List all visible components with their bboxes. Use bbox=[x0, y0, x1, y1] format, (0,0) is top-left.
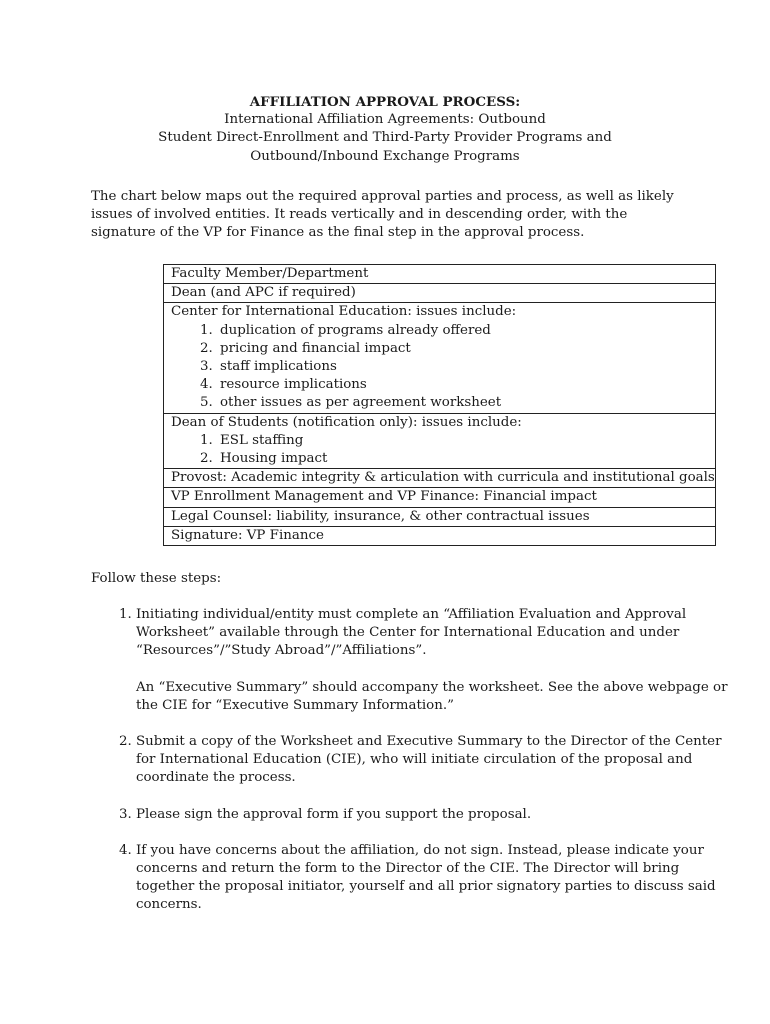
list-item: 4. resource implications bbox=[217, 376, 715, 394]
subtitle-line-1: International Affiliation Agreements: Outbound bbox=[224, 112, 546, 128]
chart-row bbox=[164, 507, 716, 526]
cie-issues-list bbox=[171, 322, 715, 413]
chart-row-dean-of-students bbox=[164, 413, 716, 469]
chart-row-vp-enrollment: VP Enrollment Management and VP Finance: Financial impact bbox=[164, 488, 716, 507]
step-item bbox=[136, 733, 736, 788]
chart-row-dean: Dean (and APC if required) bbox=[164, 284, 716, 303]
step-item bbox=[136, 606, 736, 715]
chart-row bbox=[164, 469, 716, 488]
approval-chart bbox=[163, 264, 716, 546]
list-item: 5. other issues as per agreement worksheet bbox=[217, 394, 715, 412]
list-item: 1. ESL staffing bbox=[217, 432, 715, 450]
list-item: 2. Housing impact bbox=[217, 450, 715, 468]
chart-row bbox=[164, 265, 716, 284]
step-subtext: An “Executive Summary” should accompany the worksheet. See the above webpage or the CIE for “Executive Summary Information.” bbox=[136, 679, 728, 713]
chart-row bbox=[164, 488, 716, 507]
dos-heading: Dean of Students (notification only): issues include: bbox=[171, 414, 522, 430]
document-header bbox=[0, 93, 770, 166]
list-item: 1. duplication of programs already offered bbox=[217, 322, 715, 340]
step-item bbox=[136, 806, 736, 824]
chart-row-provost: Provost: Academic integrity & articulation with curricula and institutional goals bbox=[164, 469, 716, 488]
steps-list bbox=[91, 606, 736, 933]
list-item: 2. pricing and financial impact bbox=[217, 340, 715, 358]
step-text: 1. Initiating individual/entity must complete an “Affiliation Evaluation and Approval Worksheet” available through the Center for International Education and under “Resources”/”Study Abroad”/”Affiliations”. bbox=[136, 607, 687, 659]
cie-heading: Center for International Education: issues include: bbox=[171, 304, 517, 320]
chart-row bbox=[164, 413, 716, 469]
step-text: 3. Please sign the approval form if you support the proposal. bbox=[136, 806, 532, 822]
step-text: 2. Submit a copy of the Worksheet and Executive Summary to the Director of the Center for International Education (CIE), who will initiate circulation of the proposal and coordinate the process. bbox=[136, 734, 722, 786]
chart-row-cie bbox=[164, 303, 716, 413]
step-text: 4. If you have concerns about the affiliation, do not sign. Instead, please indicate your concerns and return the form to the Director of the CIE. The Director will bring together the proposal initiator, yourself and all prior signatory parties to discuss said concerns. bbox=[136, 842, 716, 913]
chart-row bbox=[164, 303, 716, 413]
dos-issues-list bbox=[171, 432, 715, 468]
steps-heading: Follow these steps: bbox=[91, 571, 222, 586]
chart-row-legal: Legal Counsel: liability, insurance, & other contractual issues bbox=[164, 507, 716, 526]
subtitle-line-2: Student Direct-Enrollment and Third-Party Provider Programs and bbox=[158, 130, 612, 146]
subtitle-line-3: Outbound/Inbound Exchange Programs bbox=[250, 148, 520, 164]
chart-row bbox=[164, 284, 716, 303]
chart-row-faculty: Faculty Member/Department bbox=[164, 265, 716, 284]
document-title: AFFILIATION APPROVAL PROCESS: bbox=[249, 94, 521, 110]
chart-row-signature: Signature: VP Finance bbox=[164, 526, 716, 545]
step-item bbox=[136, 842, 736, 915]
list-item: 3. staff implications bbox=[217, 358, 715, 376]
intro-paragraph: The chart below maps out the required approval parties and process, as well as likely issues of involved entities. It reads vertically and in descending order, with the signature of the VP for Finance as the final step in the approval process. bbox=[91, 189, 674, 241]
chart-row bbox=[164, 526, 716, 545]
